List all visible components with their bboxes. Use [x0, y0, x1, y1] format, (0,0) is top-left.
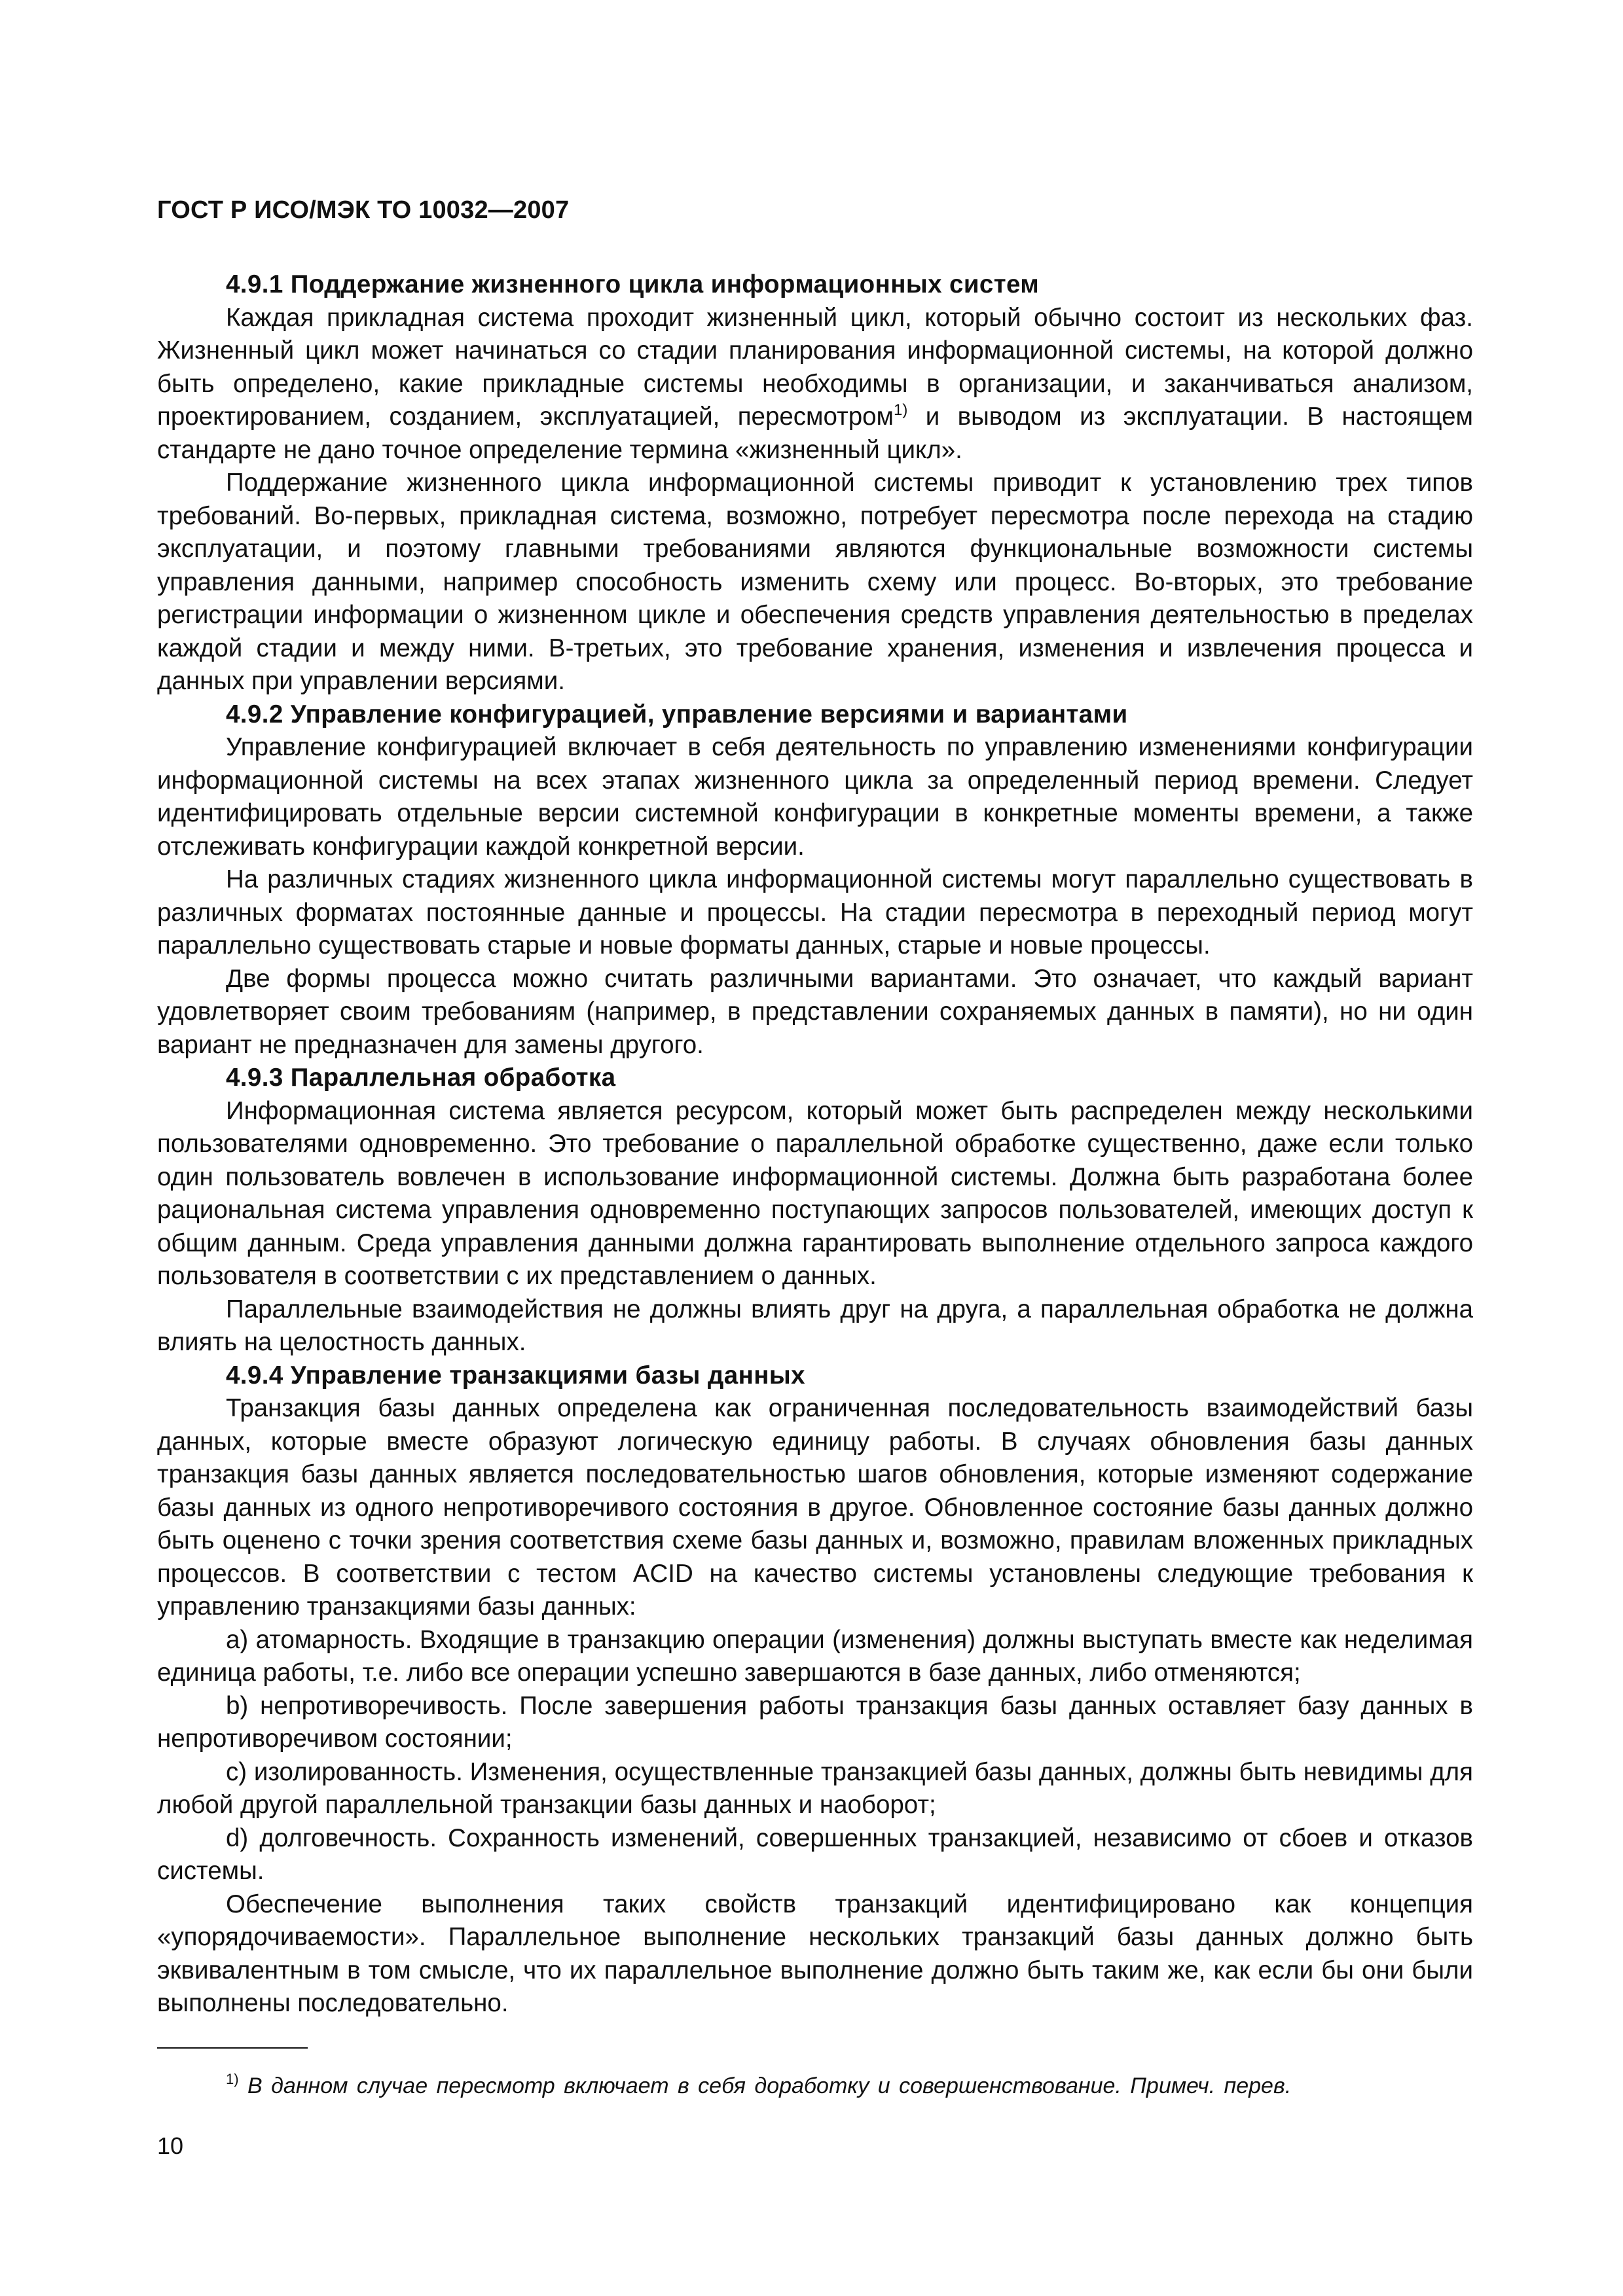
footnote-reference: 1) [894, 401, 908, 419]
paragraph: Параллельные взаимодействия не должны влиять друг на друга, а параллельная обработка не должна влиять на целостность данных. [157, 1295, 1473, 1356]
document-header: ГОСТ Р ИСО/МЭК ТО 10032—2007 [157, 196, 570, 224]
footnote-mark: 1) [226, 2071, 239, 2087]
document-body [157, 268, 1473, 2020]
paragraph: Информационная система является ресурсом, который может быть распределен между несколькими пользователями одновременно. Это требование о параллельной обработке существенно, даже если только один пользователь вовлечен в использование информационной системы. Должна быть разработана более рациональная система управления одновременно поступающих запросов пользователей, имеющих доступ к общим данным. Среда управления данными должна гарантировать выполнение отдельного запроса каждого пользователя в соответствии с их представлением о данных. [157, 1096, 1473, 1290]
list-item-consistency: b) непротиворечивость. После завершения работы транзакция базы данных оставляет базу данных в непротиворечивом состоянии; [157, 1691, 1473, 1753]
section-heading-4-9-2: 4.9.2 Управление конфигурацией, управление версиями и вариантами [226, 700, 1128, 728]
list-item-atomicity: a) атомарность. Входящие в транзакцию операции (изменения) должны выступать вместе как неделимая единица работы, т.е. либо все операции успешно завершаются в базе данных, либо отменяются; [157, 1625, 1473, 1687]
paragraph: Обеспечение выполнения таких свойств транзакций идентифицировано как концепция «упорядочиваемости». Параллельное выполнение нескольких транзакций базы данных должно быть эквивалентным в том смысле, что их параллельное выполнение должно быть таким же, как если бы они были выполнены последовательно. [157, 1890, 1473, 2017]
footnote [226, 2073, 1291, 2099]
section-heading-4-9-1: 4.9.1 Поддержание жизненного цикла информационных систем [226, 270, 1040, 298]
footnote-divider [157, 2047, 308, 2049]
section-heading-4-9-3: 4.9.3 Параллельная обработка [226, 1064, 616, 1092]
paragraph: Две формы процесса можно считать различными вариантами. Это означает, что каждый вариант удовлетворяет своим требованиям (например, в представлении сохраняемых данных в памяти), но ни один вариант не предназначен для замены другого. [157, 964, 1473, 1059]
paragraph [157, 302, 1473, 467]
paragraph: Транзакция базы данных определена как ограниченная последовательность взаимодействий базы данных, которые вместе образуют логическую единицу работы. В случаях обновления базы данных транзакция базы данных является последовательностью шагов обновления, которые изменяют содержание базы данных из одного непротиворечивого состояния в другое. Обновленное состояние базы данных должно быть оценено с точки зрения соответствия схеме базы данных и, возможно, правилам вложенных прикладных процессов. В соответствии с тестом ACID на качество системы установлены следующие требования к управлению транзакциями базы данных: [157, 1394, 1473, 1621]
paragraph-text: Каждая прикладная система проходит жизненный цикл, который обычно состоит из нескольких фаз. Жизненный цикл может начинаться со стадии планирования информационной системы, на которой должно быть определено, какие прикладные системы необходимы в организации, и заканчиваться анализом, проектированием, созданием, эксплуатацией, пересмотром [157, 303, 1473, 431]
list-item-durability: d) долговечность. Сохранность изменений, совершенных транзакцией, независимо от сбоев и отказов системы. [157, 1823, 1473, 1885]
footnote-text: В данном случае пересмотр включает в себя доработку и совершенствование. Примеч. перев. [238, 2073, 1292, 2098]
section-heading-4-9-4: 4.9.4 Управление транзакциями базы данных [226, 1361, 805, 1390]
paragraph: Управление конфигурацией включает в себя деятельность по управлению изменениями конфигурации информационной системы на всех этапах жизненного цикла за определенный период времени. Следует идентифицировать отдельные версии системной конфигурации в конкретные моменты времени, а также отслеживать конфигурации каждой конкретной версии. [157, 733, 1473, 861]
paragraph: Поддержание жизненного цикла информационной системы приводит к установлению трех типов требований. Во-первых, прикладная система, возможно, потребует пересмотра после перехода на стадию эксплуатации, и поэтому главными требованиями являются функциональные возможности системы управления данными, например способность изменить схему или процесс. Во-вторых, это требование регистрации информации о жизненном цикле и обеспечения средств управления деятельностью в пределах каждой стадии и между ними. В-третьих, это требование хранения, изменения и извлечения процесса и данных при управлении версиями. [157, 469, 1473, 695]
paragraph: На различных стадиях жизненного цикла информационной системы могут параллельно существовать в различных форматах постоянные данные и процессы. На стадии пересмотра в переходный период могут параллельно существовать старые и новые форматы данных, старые и новые процессы. [157, 865, 1473, 960]
list-item-isolation: c) изолированность. Изменения, осуществленные транзакцией базы данных, должны быть невидимы для любой другой параллельной транзакции базы данных и наоборот; [157, 1757, 1473, 1819]
page-number: 10 [157, 2132, 184, 2159]
paragraph-text: и выводом из эксплуатации. В настоящем стандарте не дано точное определение термина «жизненный цикл». [157, 403, 1474, 464]
